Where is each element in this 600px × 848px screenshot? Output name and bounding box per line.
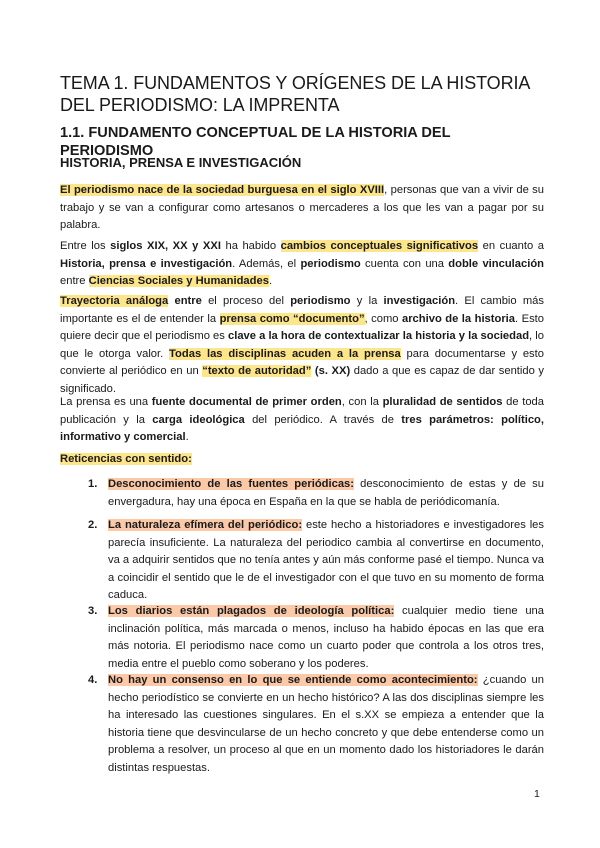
list-item-heading: No hay un consenso en lo que se entiende como acontecimiento: [108, 674, 478, 686]
section-heading: 1.1. FUNDAMENTO CONCEPTUAL DE LA HISTORIA DEL PERIODISMO [60, 125, 451, 159]
paragraph-changes [60, 238, 544, 291]
paragraph-source [60, 394, 544, 447]
paragraph-text: . El cambio más importante es el de entender la [60, 295, 544, 325]
list-item-text: cualquier medio tiene una inclinación política, más marcada o menos, incluso ha habido épocas en las que era más notoria. El periodismo nace como un cuarto poder que controla a los otros tres, media entre el pueblo como soberano y los poderes. [108, 605, 544, 670]
paragraph-text: , personas que van a vivir de su trabajo y se van a configurar como artesanos o mercaderes a los que les van a pagar por su palabra. [60, 184, 544, 232]
bold-text: Historia, prensa e investigación [60, 257, 233, 270]
highlight-text: Ciencias Sociales y Humanidades [88, 275, 269, 288]
highlight-text: Trayectoria análoga [60, 295, 169, 307]
bold-text: investigación [383, 295, 456, 307]
paragraph-text: La prensa es una [60, 396, 152, 408]
paragraph-trajectory [60, 293, 544, 399]
bold-text: pluralidad de sentidos [382, 396, 503, 408]
list-item [88, 603, 544, 673]
list-item-text: desconocimiento de estas y de su envergadura, hay una época en España en la que se habla de periódicomanía. [108, 478, 544, 508]
paragraph-text: Entre los [60, 240, 111, 252]
highlight-text: El periodismo nace de la sociedad burguesa en el siglo XVIII [60, 184, 385, 196]
list-item-text: este hecho a historiadores e investigadores les parecía insuficiente. La naturaleza del periodico cambia al convertirse en documento, va a adquirir sentidos que no tenía antes y aún más conforme pasé el tiempo. Nunca va a coincidir el sentido que le de el investigador con el que tuvo en su momento de forma caduca. [108, 519, 544, 602]
list-number: 4. [88, 674, 98, 686]
paragraph-text: entre [60, 275, 89, 288]
highlight-text: Reticencias con sentido: [60, 453, 192, 465]
highlight-text: cambios conceptuales significativos [280, 240, 479, 252]
highlight-text: prensa como “documento” [219, 312, 365, 325]
paragraph-text: , con la [341, 396, 383, 408]
bold-text: archivo de la historia [401, 312, 516, 325]
paragraph-origin [60, 182, 544, 235]
paragraph-text: . Además, el [232, 257, 301, 270]
bold-text: siglos XIX, XX y XXI [110, 240, 221, 252]
subsection-heading: HISTORIA, PRENSA E INVESTIGACIÓN [60, 155, 302, 170]
paragraph-text: el proceso del [201, 295, 291, 307]
list-item-heading: Desconocimiento de las fuentes periódicas: [108, 478, 354, 490]
highlight-text: “texto de autoridad” [202, 365, 312, 378]
list-item [88, 672, 544, 778]
list-number: 3. [88, 605, 98, 617]
list-number: 2. [88, 519, 98, 531]
paragraph-text: en cuanto a [478, 240, 544, 252]
list-item [88, 517, 544, 605]
bold-text: periodismo [290, 295, 351, 307]
paragraph-text: . Esto quiere decir que el periodismo es [60, 312, 544, 343]
bold-text: carga ideológica [152, 413, 245, 426]
bold-text: doble vinculación [448, 257, 544, 270]
paragraph-text: , lo que le otorga valor. [60, 330, 544, 360]
list-item [88, 476, 544, 511]
paragraph-text: . [268, 275, 273, 288]
highlight-text: Todas las disciplinas acuden a la prensa [169, 347, 401, 360]
paragraph-text: para documentarse y esto convierte al periódico en un [60, 347, 544, 378]
page-title: TEMA 1. FUNDAMENTOS Y ORÍGENES DE LA HISTORIA DEL PERIODISMO: LA IMPRENTA [60, 73, 530, 115]
bold-text: tres parámetros: político, informativo y comercial [60, 413, 544, 444]
paragraph-text: del periódico. A través de [244, 413, 402, 426]
list-item-text: ¿cuando un hecho periodístico se convierte en un hecho histórico? A las dos disciplinas siempre les ha interesado las cuestiones singulares. En el s.XX se empieza a entender que la historia tiene que desvincularse de un hecho concreto y que debe entenderse como un problema a resolver, un proceso al que en un momento dado los historiadores le darán distintas respuestas. [108, 674, 544, 774]
paragraph-text: dado a que es capaz de dar sentido y significado. [60, 365, 545, 395]
bold-text: periodismo [300, 257, 361, 270]
paragraph-text: ha habido [220, 240, 281, 252]
bold-text: fuente documental de primer orden [151, 396, 342, 408]
paragraph-text: . [185, 431, 189, 444]
paragraph-text: de toda publicación y la [60, 396, 544, 426]
reticencias-heading [60, 451, 192, 469]
page-number: 1 [534, 788, 540, 800]
paragraph-text: , como [364, 312, 402, 325]
bold-text: (s. XX) [314, 365, 351, 378]
paragraph-text: y la [350, 295, 384, 307]
list-number: 1. [88, 478, 98, 490]
list-item-heading: La naturaleza efímera del periódico: [108, 519, 303, 531]
list-item-heading: Los diarios están plagados de ideología política: [108, 605, 395, 617]
paragraph-text: cuenta con una [360, 257, 449, 270]
bold-text: clave a la hora de contextualizar la historia y la sociedad [227, 330, 530, 343]
bold-text: entre [174, 295, 202, 307]
